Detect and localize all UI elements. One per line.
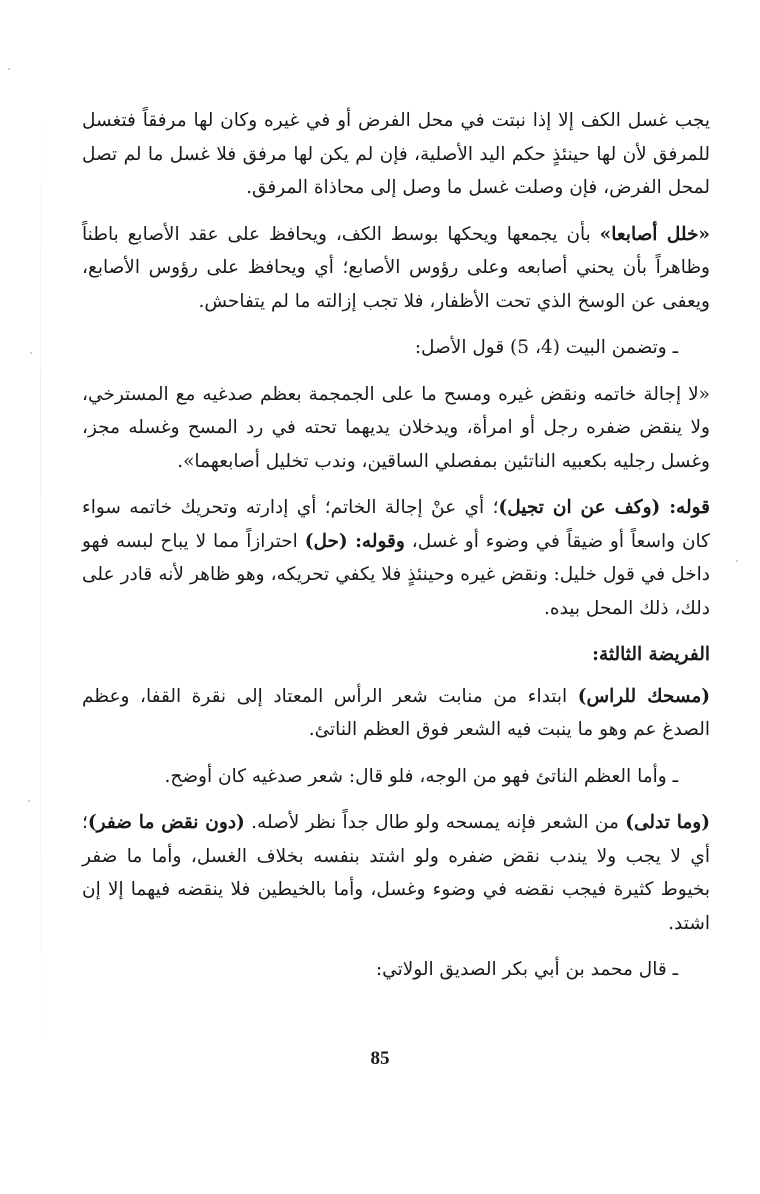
text-segment: ـ قال محمد بن أبي بكر الصديق الولاتي: xyxy=(375,959,678,980)
section-heading xyxy=(82,638,710,672)
text-segment: ـ وأما العظم الناتئ فهو من الوجه، فلو قال: شعر صدغيه كان أوضح. xyxy=(164,765,678,787)
paragraph xyxy=(82,218,710,319)
bold-text-segment: وقوله: xyxy=(347,530,405,552)
page-edge-shadow xyxy=(40,90,41,1090)
paragraph xyxy=(82,378,710,479)
text-segment: «لا إجالة خاتمه ونقض غيره ومسح ما على الجمجمة بعظم صدغيه مع المسترخي، ولا ينقض ضفره رجل أو امرأة، ويدخلان يديهما تحته في رد المسح وغسله مجز، وغسل رجليه بكعبيه الناتئين بمفصلي الساقين، وندب تخليل أصابعهما». xyxy=(82,383,710,472)
paragraph xyxy=(82,953,710,987)
paragraph xyxy=(82,104,710,205)
bold-text-segment: (وكف عن ان تجيل) xyxy=(498,497,661,518)
text-segment: ؛ أي عنْ إجالة الخاتم؛ أي إدارته وتحريك خاتمه سواء كان واسعاً أو ضيقاً في وضوء أو غسل، xyxy=(82,497,710,552)
text-segment: بأن يجمعها ويحكها بوسط الكف، ويحافظ على عقد الأصابع باطناً وظاهراً بأن يحني أصابعه وعلى رؤوس الأصابع؛ أي ويحافظ على رؤوس الأصابع، ويعفى عن الوسخ الذي تحت الأظفار، فلا تجب إزالته ما لم يتفاحش. xyxy=(82,223,710,312)
text-segment: ـ وتضمن البيت (4، 5) قول الأصل: xyxy=(414,337,678,358)
bold-text-segment: قوله: xyxy=(660,497,711,518)
body-text xyxy=(82,104,710,1000)
scan-speck xyxy=(736,560,738,562)
scan-speck xyxy=(30,352,32,354)
text-segment: ؛ أي لا يجب ولا يندب نقض ضفره ولو اشتد بنفسه بخلاف الغسل، وأما ما ضفر بخيوط كثيرة فيجب نقضه في وضوء وغسل، وأما بالخيطين فلا ينقضه فيهما إلا إن اشتد. xyxy=(82,812,710,934)
paragraph xyxy=(82,331,710,365)
scan-speck xyxy=(8,68,10,70)
text-segment: من الشعر فإنه يمسحه ولو طال جداً نظر لأصله. xyxy=(244,812,626,833)
bold-text-segment: (وما تدلى) xyxy=(625,812,710,833)
bold-text-segment: (دون نقض ما ضفر) xyxy=(87,812,245,833)
bold-text-segment: «خلل أصابعا» xyxy=(599,223,710,245)
paragraph xyxy=(82,760,710,794)
paragraph xyxy=(82,680,710,747)
text-segment: يجب غسل الكف إلا إذا نبتت في محل الفرض أو في غيره وكان لها مرفقاً فتغسل للمرفق لأن لها حينئذٍ حكم اليد الأصلية، فإن لم يكن لها مرفق فلا غسل ما لم تصل لمحل الفرض، فإن وصلت غسل ما وصل إلى محاذاة المرفق. xyxy=(82,110,710,198)
page-number: 85 xyxy=(370,1048,390,1069)
bold-text-segment: (مسحك للراس) xyxy=(577,685,710,707)
paragraph xyxy=(82,806,710,940)
paragraph xyxy=(82,491,710,625)
bold-text-segment: الفريضة الثالثة: xyxy=(592,644,710,665)
text-segment: ابتداء من منابت شعر الرأس المعتاد إلى نقرة القفا، وعظم الصدغ عم وهو ما ينبت فيه الشعر فوق العظم الناتئ. xyxy=(82,685,710,740)
scan-speck xyxy=(28,800,30,802)
bold-text-segment: (حل) xyxy=(304,530,348,552)
text-segment: احترازاً مما لا يباح لبسه فهو داخل في قول خليل: ونقض غيره وحينئذٍ فلا يكفي تحريكه، وهو ظاهر لأنه قادر على دلك، ذلك المحل بيده. xyxy=(82,530,710,619)
